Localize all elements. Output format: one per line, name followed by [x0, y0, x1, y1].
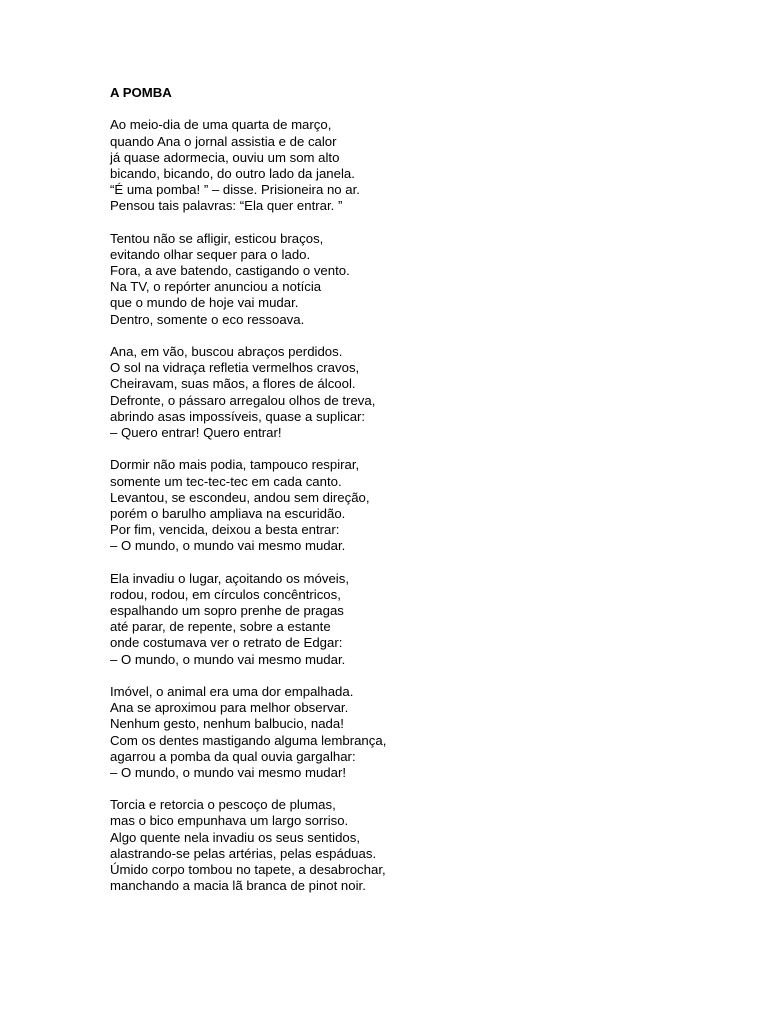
poem-line: agarrou a pomba da qual ouvia gargalhar:: [110, 748, 356, 764]
poem-line: Por fim, vencida, deixou a besta entrar:: [110, 522, 340, 538]
poem-title: A POMBA: [110, 85, 172, 100]
poem-line: evitando olhar sequer para o lado.: [110, 246, 311, 262]
poem-line: Algo quente nela invadiu os seus sentidos,: [110, 829, 361, 845]
poem-line: Cheiravam, suas mãos, a flores de álcool.: [110, 376, 356, 392]
poem-line: onde costumava ver o retrato de Edgar:: [110, 635, 343, 651]
poem-line: Torcia e retorcia o pescoço de plumas,: [110, 797, 336, 813]
poem-line: Levantou, se escondeu, andou sem direção,: [110, 489, 370, 505]
poem-line: somente um tec-tec-tec em cada canto.: [110, 473, 342, 489]
poem-line: Fora, a ave batendo, castigando o vento.: [110, 263, 350, 279]
poem-line: rodou, rodou, em círculos concêntricos,: [110, 586, 341, 602]
poem-line: espalhando um sopro prenhe de pragas: [110, 603, 344, 618]
poem-line: Com os dentes mastigando alguma lembrança,: [110, 732, 387, 748]
poem-line: “É uma pomba! ” – disse. Prisioneira no ar.: [110, 182, 360, 198]
poem-line: Imóvel, o animal era uma dor empalhada.: [110, 683, 354, 699]
poem-line: Dentro, somente o eco ressoava.: [110, 311, 305, 327]
poem-line: quando Ana o jornal assistia e de calor: [110, 133, 337, 149]
poem-line: Tentou não se afligir, esticou braços,: [110, 230, 324, 246]
poem-line: Ao meio-dia de uma quarta de março,: [110, 117, 332, 133]
poem: [110, 85, 730, 911]
stanza: [110, 684, 730, 781]
poem-line: Pensou tais palavras: “Ela quer entrar. ”: [110, 198, 343, 214]
poem-line: porém o barulho ampliava na escuridão.: [110, 505, 346, 521]
stanza: [110, 457, 730, 554]
stanza: [110, 571, 730, 668]
poem-line: que o mundo de hoje vai mudar.: [110, 295, 299, 311]
poem-line: abrindo asas impossíveis, quase a suplicar:: [110, 408, 366, 424]
poem-line: – O mundo, o mundo vai mesmo mudar.: [110, 538, 346, 554]
poem-line: – O mundo, o mundo vai mesmo mudar.: [110, 651, 346, 667]
poem-line: – Quero entrar! Quero entrar!: [110, 424, 282, 440]
poem-line: até parar, de repente, sobre a estante: [110, 619, 331, 635]
poem-line: Ana se aproximou para melhor observar.: [110, 700, 349, 716]
poem-line: Ela invadiu o lugar, açoitando os móveis,: [110, 570, 349, 586]
poem-line: mas o bico empunhava um largo sorriso.: [110, 813, 349, 829]
poem-line: Defronte, o pássaro arregalou olhos de treva,: [110, 392, 376, 408]
poem-line: Dormir não mais podia, tampouco respirar,: [110, 457, 360, 473]
poem-line: – O mundo, o mundo vai mesmo mudar!: [110, 764, 347, 780]
poem-line: O sol na vidraça refletia vermelhos cravos,: [110, 360, 360, 376]
poem-line: Na TV, o repórter anunciou a notícia: [110, 279, 322, 295]
poem-line: alastrando-se pelas artérias, pelas espáduas.: [110, 845, 377, 861]
stanza: [110, 117, 730, 214]
stanza: [110, 797, 730, 894]
stanza: [110, 231, 730, 328]
poem-line: Ana, em vão, buscou abraços perdidos.: [110, 344, 343, 359]
poem-body: [110, 117, 730, 894]
poem-line: Nenhum gesto, nenhum balbucio, nada!: [110, 716, 344, 732]
poem-line: bicando, bicando, do outro lado da janela.: [110, 165, 355, 181]
poem-line: manchando a macia lã branca de pinot noir.: [110, 878, 366, 894]
stanza: [110, 344, 730, 441]
poem-line: Úmido corpo tombou no tapete, a desabrochar,: [110, 862, 386, 877]
poem-line: já quase adormecia, ouviu um som alto: [110, 149, 340, 165]
